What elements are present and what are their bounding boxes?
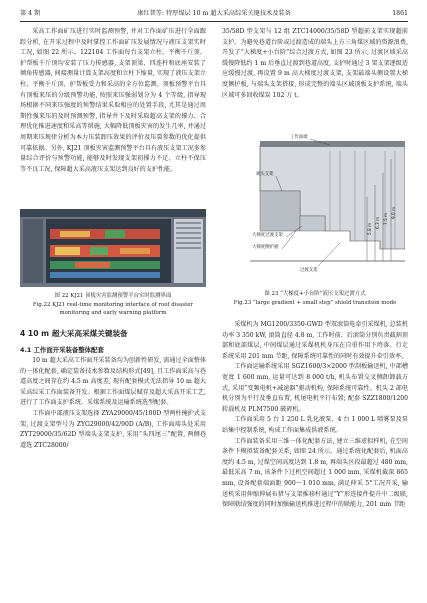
- paragraph: 采高工作面矿压进行实时监测预警, 并对工作面矿压进行全面跟踪分析, 在开采过程中及时掌控工作面矿压发展情况与液压支架实时工况, 如图 22 所示。122104 工作面每台支架立柱、平衡千斤顶、护帮板千斤顶均安装了压力传感器, 支架顶梁、四连杆和底座安装了倾角传感器, 间接测量计算支架高度和立柱下缩量, 实现了液压支架立柱、平衡千斤顶、护帮板受力和采高的全方位监测。顶板预警平台具有顶板来压的分级预警功能, 按照来压强弱划分为 4 个等级, 指导现场根据不同来压强度的预警结果采取相应的处置手段, 尤其是通过周期性强来压的及时预测预警, 指导井下及时采取超高支架的撑力、合理优化推进速度和采高等措施, 大幅降低顶板灾害的发生几率, 并通过周期来压规律分析为本力压装卸压效果的评价及压裂参数的优化提供可靠依据。另外, KJ21 顶板灾害监测预警平台具有液压支架工况多参量综合评价与预警功能, 能够及时发现支架初撑力不足、立柱不保压等不良工况, 保障超大采高液压支架达到良好的支护性能。: [20, 28, 206, 173]
- label-face-end: 工作面端: [290, 135, 308, 140]
- running-header: [20, 8, 408, 20]
- paragraph: 工作面运输系统采用 SGZ1600/3×2000 型刮板输送机, 中部槽宽度 1 600 mm, 运量可达到 8 000 t/h, 机头布置交叉侧卸卸载方式, 采用“变频电机+减速器”驱动机构, 保障系统可靠性。机头 2 部电机分别为平行及垂直布置, 机尾电机平行布置; 配套 SZZ1800/1200 转载机及 PLM7500 破碎机。: [222, 363, 408, 413]
- monitoring-interface-image: [20, 209, 206, 287]
- label-end-support: 端头支架: [256, 172, 274, 177]
- page-number: 1861: [392, 10, 408, 17]
- height-label: 9.0 m: [391, 206, 396, 219]
- paragraph: 工作面中部液压支架选择 ZYA29000/45/100D 型两柱掩护式支架, 过渡支架型号为 ZYG29000/42/90D (A/B), 工作面端头处采用 ZYT29000/35/62D 型端头支架支护, 采用“头四尾三”配置, 两侧巷道选 ZTC28000/: [20, 409, 206, 449]
- right-column-top: [222, 27, 408, 101]
- height-label: 6.3 m: [375, 216, 380, 229]
- figure-22-monitoring-screenshot: [20, 209, 206, 287]
- figure-22-caption: [20, 292, 206, 318]
- paragraph: 35/58D 型支架与 12 组 ZTC14000/35/58D 型超前支架实现超前支护。为避免巷道台阶或过渡造成的端头上方三角煤区域的资源浪费, 开发了“大梯度+小台阶”综合过渡方式, 如图 23 所示, 过渡区域采高缓慢降低约 1 m 后垂直过渡到巷道高度, 支护时通过 3 架支架逐级适应缓慢过渡, 再设置 9 m 高大梯度过渡支架, 支架最端头侧设置大梯度侧护板, 与端头支架搭接, 形成完整的端头区域顶板支护系统, 端头区域可多回收煤炭 102 万 t。: [222, 28, 408, 99]
- running-title: 康红普等: 特厚煤层 10 m 超大采高综采关键技术及装备: [137, 10, 291, 17]
- left-column-bottom: [20, 356, 206, 451]
- height-label: 7.5 m: [383, 212, 388, 225]
- paragraph: 10 m 超大采高工作面开采装备均为创新性研发, 需通过全面整体的一体化配套, 确定装备技术参数及结构形式[49], 且工作面采高与巷道高度之间存在约 4.5 m 高度差, 现有配套模式无法指导 10 m 超大采高综采工作面装备开发。根据工作面煤层赋存及超大采高开采工艺, 进行了工作面支护系统、采煤系统及运输系统选型配套。: [20, 357, 206, 407]
- figure-23-caption-en: Fig.23 “large gradient + small step” shield transition mode: [233, 299, 397, 306]
- paragraph: 采煤机为 MG1200/3350-GWD 型双滚筒电牵引采煤机, 总装机功率 3 350 kW, 滚筒直径 4.8 m, 工作时前、后滚筒分别负责截割顶部和底部煤层, 中间煤层通过采煤机机身压在自重作用下垮落。行走系统采用 201 mm 节距, 保障系统可靠性的同时有效提升牵引效率。: [222, 321, 408, 360]
- figure-23-caption: [222, 290, 408, 307]
- right-column-bottom: [222, 320, 408, 511]
- section-4-heading: 4 10 m 超大采高采煤关键装备: [20, 329, 128, 338]
- figure-22-caption-cn: 图 22 KJ21 顶板灾害监测预警平台实时监测界面: [54, 293, 172, 299]
- label-transition-support: 过渡支架: [300, 268, 318, 273]
- paragraph: 工作面采用 5 台 1 250 L 乳化液泵、4 台 1 000 L 喷雾泵及泵站集中控制系统, 构成工作面集成供液系统。: [222, 416, 408, 434]
- transition-diagram-svg: [230, 131, 405, 286]
- header-rule: [20, 21, 408, 22]
- section-4-1-heading: 4.1 工作面开采装备整体配套: [20, 346, 104, 354]
- figure-23-caption-cn: 图 23 “大梯度+小台阶”液压支架过渡方式: [264, 291, 366, 297]
- left-column-top: [20, 27, 206, 175]
- height-label: 5.8 m: [367, 222, 372, 235]
- label-large-gradient-support: 大梯度过渡支架: [252, 233, 283, 238]
- figure-23-transition-diagram: [230, 131, 405, 286]
- figure-22-caption-en: Fig.22 KJ21 real-time monitoring interface of roof disaster monitoring and early warning platform: [32, 301, 194, 317]
- label-large-gradient-guard: 大梯度侧护板: [252, 245, 279, 250]
- issue-number: 第 4 期: [20, 10, 41, 17]
- paragraph: 工作面装备采用三维一体化配套方法, 建立三维虚拟样机, 在空间条件下模拟装备配套关系, 如图 24 所示。通过系统化配套后, 机面高度约 4.5 m, 过煤空间高度达到 1.8 m, 再端头区段最超过 480 mm, 最低采高 7 m, 该条件下过机空间超过 1 000 mm, 采煤机截深 865 mm, 设备配套端面距 900～1 010 mm, 满足伸采 5°工况开采, 输送机采用伸缩伸展布措与支架推移杆通过“Y”形连接件提升中二级联, 保障联结强度的同时加强输送机推进过程中的联能力, 201 mm 节距: [222, 437, 408, 509]
